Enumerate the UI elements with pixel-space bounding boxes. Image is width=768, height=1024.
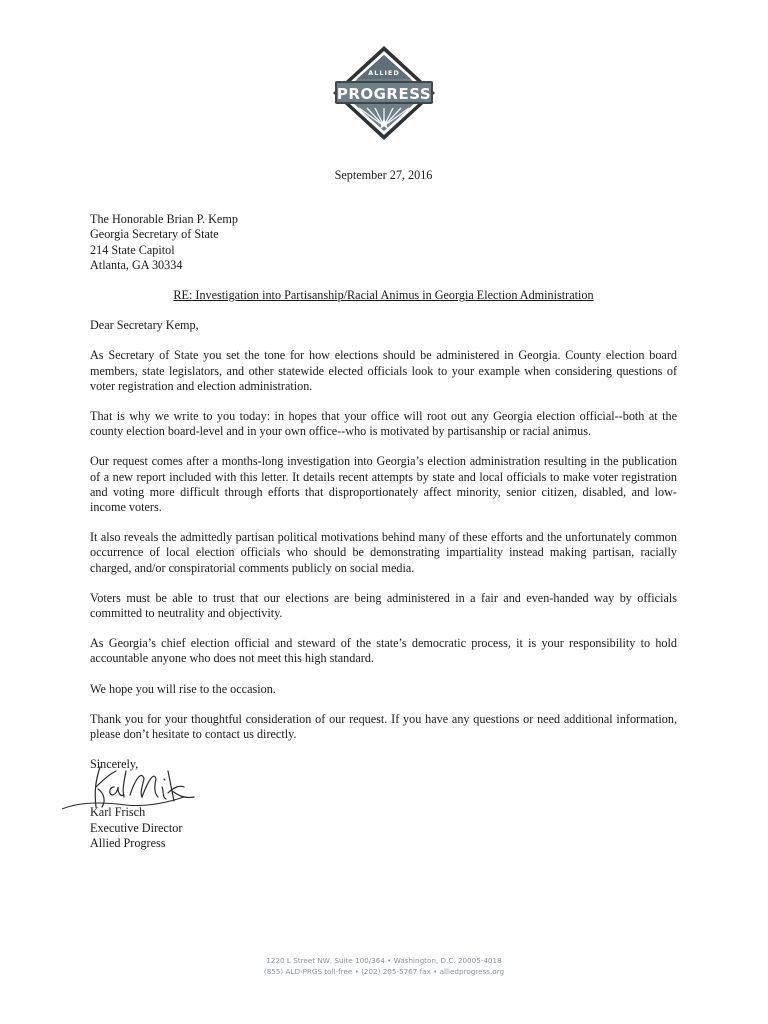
recipient-line: The Honorable Brian P. Kemp [90, 212, 238, 227]
letterhead-footer [0, 956, 768, 977]
closing-block [90, 757, 677, 851]
logo-small-text: ALLIED [368, 69, 400, 77]
recipient-line: Atlanta, GA 30334 [90, 257, 183, 272]
recipient-line: 214 State Capitol [90, 242, 175, 257]
body-paragraph: Our request comes after a months-long investigation into Georgia’s election administration resulting in the publication of a new report included with this letter. It details recent attempts by state and local officials to make voter registration and voting more difficult through efforts that disproportionately affect minority, senior citizen, disabled, and low-income voters. [90, 454, 677, 515]
footer-contact: (855) ALD-PRGS toll-free • (202) 205-5767 fax • alliedprogress.org [263, 966, 505, 976]
subject-line: RE: Investigation into Partisanship/Racial Animus in Georgia Election Administration [173, 288, 594, 303]
body-paragraph: Voters must be able to trust that our elections are being administered in a fair and even-handed way by officials committed to neutrality and objectivity. [90, 590, 677, 621]
logo-big-text: PROGRESS [336, 85, 432, 103]
letter-body [90, 168, 677, 851]
handwritten-signature [56, 757, 206, 819]
allied-progress-logo [329, 44, 439, 142]
recipient-address [90, 212, 677, 273]
letter-date: September 27, 2016 [334, 168, 433, 182]
body-paragraph: As Secretary of State you set the tone for how elections should be administered in Georgia. County election board members, state legislators, and other statewide elected officials look to your example when considering questions of voter registration and election administration. [90, 348, 677, 393]
recipient-line: Georgia Secretary of State [90, 227, 219, 242]
body-paragraph: It also reveals the admittedly partisan political motivations behind many of these efforts and the unfortunately common occurrence of local election officials who should be demonstrating impartiality instead making partisan, racially charged, and/or conspiratorial comments publicly on social media. [90, 530, 677, 575]
body-paragraph: We hope you will rise to the occasion. [90, 681, 276, 696]
signer-name: Karl Frisch [90, 805, 146, 820]
footer-address: 1220 L Street NW, Suite 100/364 • Washington, D.C. 20005-4018 [266, 956, 502, 965]
signer-organization: Allied Progress [90, 835, 166, 850]
body-paragraph: As Georgia’s chief election official and steward of the state’s democratic process, it is your responsibility to hold accountable anyone who does not meet this high standard. [90, 636, 677, 666]
closing: Sincerely, [90, 757, 139, 772]
signer-title: Executive Director [90, 820, 183, 835]
body-paragraph: That is why we write to you today: in hopes that your office will root out any Georgia election official--both at the county election board-level and in your own office--who is motivated by partisanship or racial animus. [90, 409, 677, 439]
body-paragraph: Thank you for your thoughtful consideration of our request. If you have any questions or need additional information, please don’t hesitate to contact us directly. [90, 711, 677, 742]
salutation: Dear Secretary Kemp, [90, 318, 199, 333]
